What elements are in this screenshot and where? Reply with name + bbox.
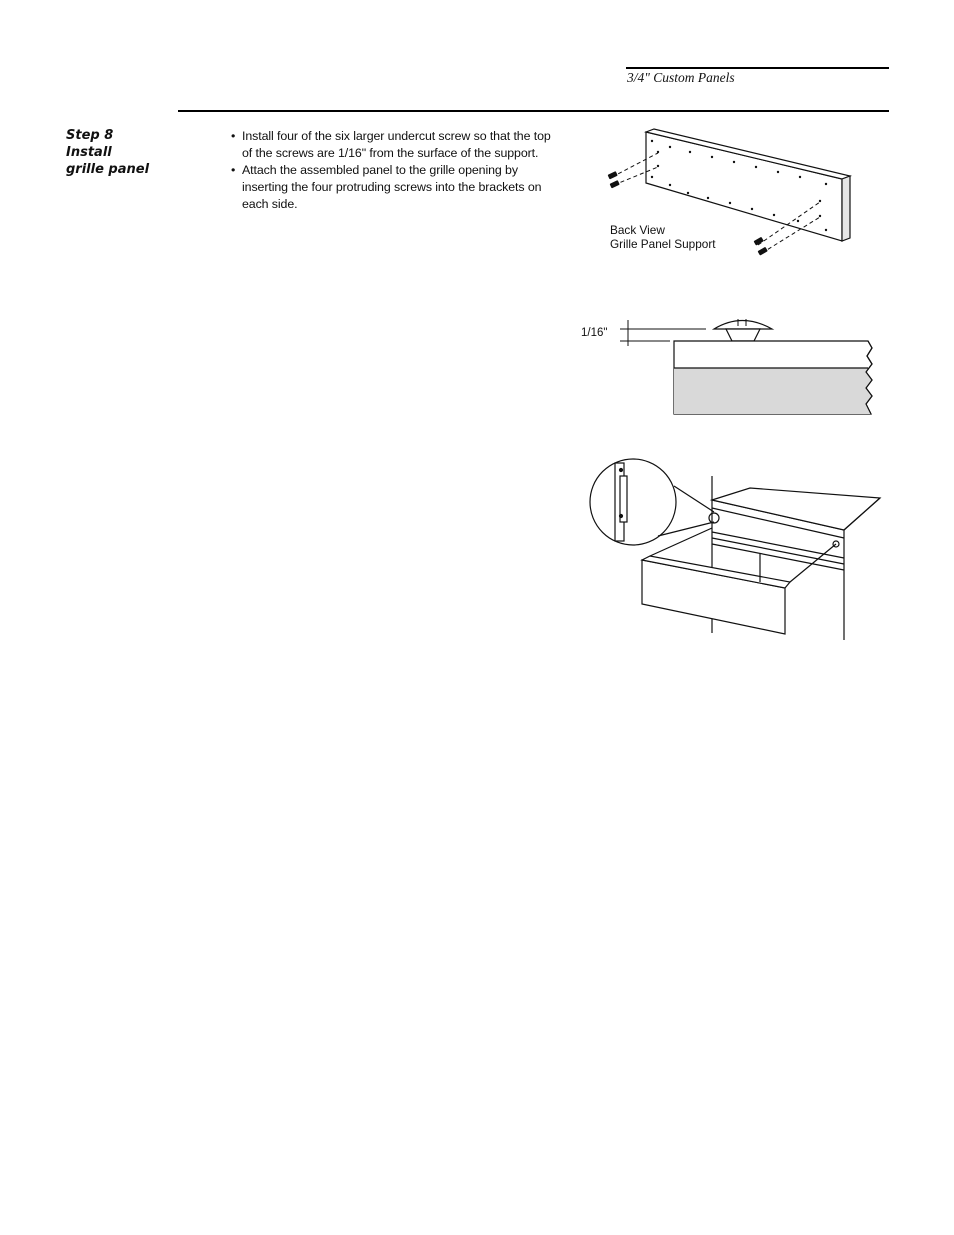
step-number: Step 8 — [66, 128, 114, 143]
instruction-list — [230, 128, 560, 213]
screw-head-icon — [714, 321, 772, 330]
panel-shaded-layer — [674, 368, 872, 414]
header-rule-long — [178, 110, 889, 112]
instruction-item: • Attach the assembled panel to the grille opening by inserting the four protruding screws into the brackets on each side. — [230, 162, 560, 213]
installation-illustration — [590, 458, 890, 643]
detail-magnifier — [590, 459, 676, 545]
step-title-line1: Install — [66, 145, 112, 160]
caption-line1: Back View — [610, 223, 665, 237]
caption-line2: Grille Panel Support — [610, 237, 716, 251]
step-title-line2: grille panel — [66, 162, 150, 177]
back-view-caption — [610, 223, 716, 251]
screw-detail-illustration — [620, 312, 880, 422]
header-rule-short — [626, 67, 889, 69]
dimension-label: 1/16" — [581, 327, 608, 339]
section-title: 3/4" Custom Panels — [627, 70, 735, 85]
step-heading — [66, 127, 176, 178]
instruction-item: • Install four of the six larger undercut screw so that the top of the screws are 1/16" from the surface of the support. — [230, 128, 560, 162]
